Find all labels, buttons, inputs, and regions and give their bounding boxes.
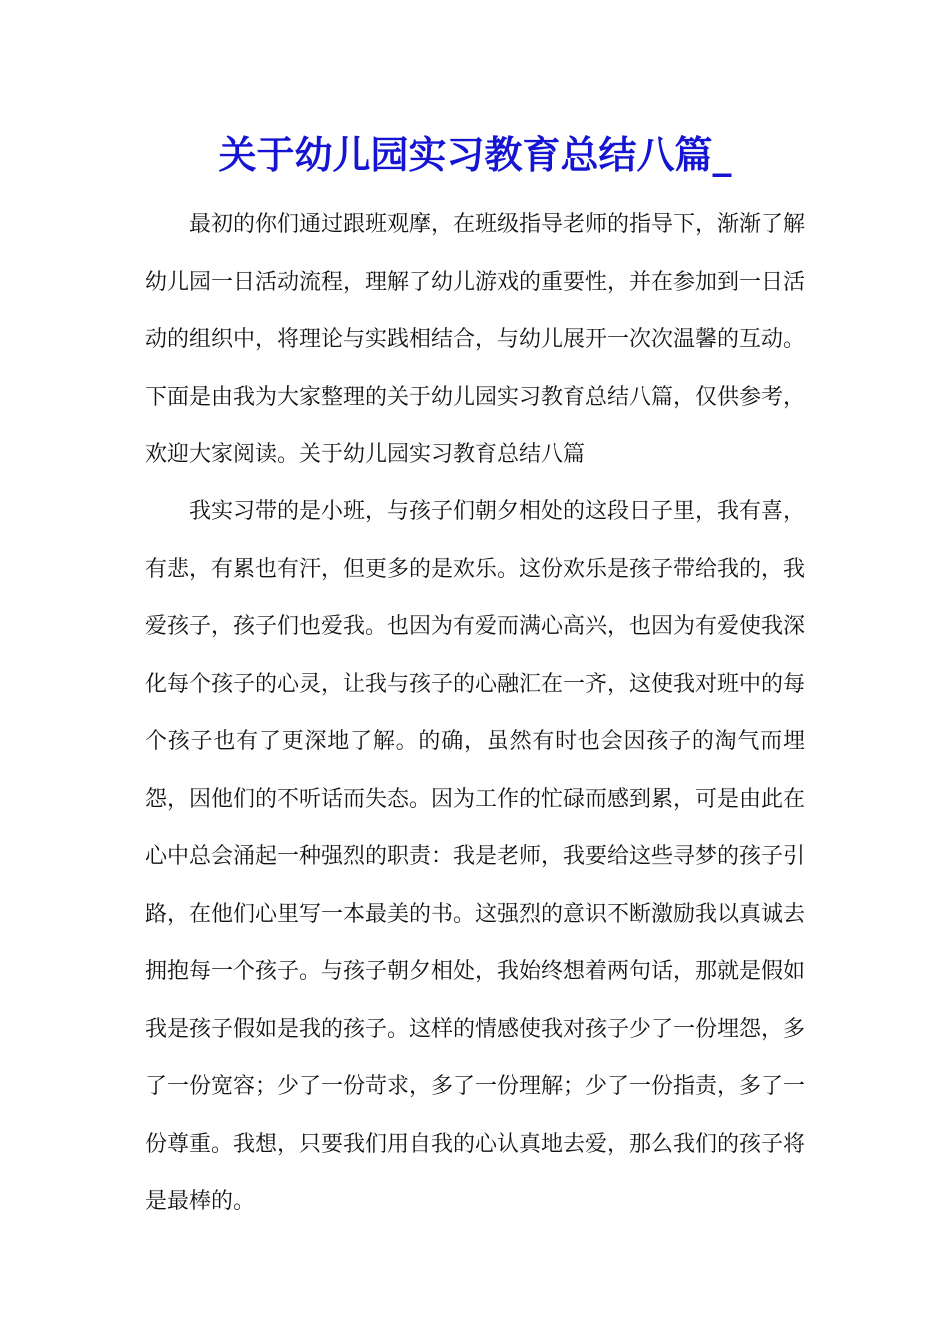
document-title: 关于幼儿园实习教育总结八篇_ xyxy=(218,132,732,177)
paragraph-intro: 最初的你们通过跟班观摩，在班级指导老师的指导下，渐渐了解幼儿园一日活动流程，理解了幼儿游戏的重要性，并在参加到一日活动的组织中，将理论与实践相结合，与幼儿展开一次次温馨的互动。下面是由我为大家整理的关于幼儿园实习教育总结八篇，仅供参考，欢迎大家阅读。关于幼儿园实习教育总结八篇 xyxy=(145,212,806,467)
paragraph-internship-summary: 我实习带的是小班，与孩子们朝夕相处的这段日子里，我有喜，有悲，有累也有汗，但更多的是欢乐。这份欢乐是孩子带给我的，我爱孩子，孩子们也爱我。也因为有爱而满心高兴，也因为有爱使我深化每个孩子的心灵，让我与孩子的心融汇在一齐，这使我对班中的每个孩子也有了更深地了解。的确，虽然有时也会因孩子的淘气而埋怨，因他们的不听话而失态。因为工作的忙碌而感到累，可是由此在心中总会涌起一种强烈的职责：我是老师，我要给这些寻梦的孩子引路，在他们心里写一本最美的书。这强烈的意识不断激励我以真诚去拥抱每一个孩子。与孩子朝夕相处，我始终想着两句话，那就是假如我是孩子假如是我的孩子。这样的情感使我对孩子少了一份埋怨，多了一份宽容；少了一份苛求，多了一份理解；少了一份指责，多了一份尊重。我想，只要我们用自我的心认真地去爱，那么我们的孩子将是最棒的。 xyxy=(145,499,806,1214)
